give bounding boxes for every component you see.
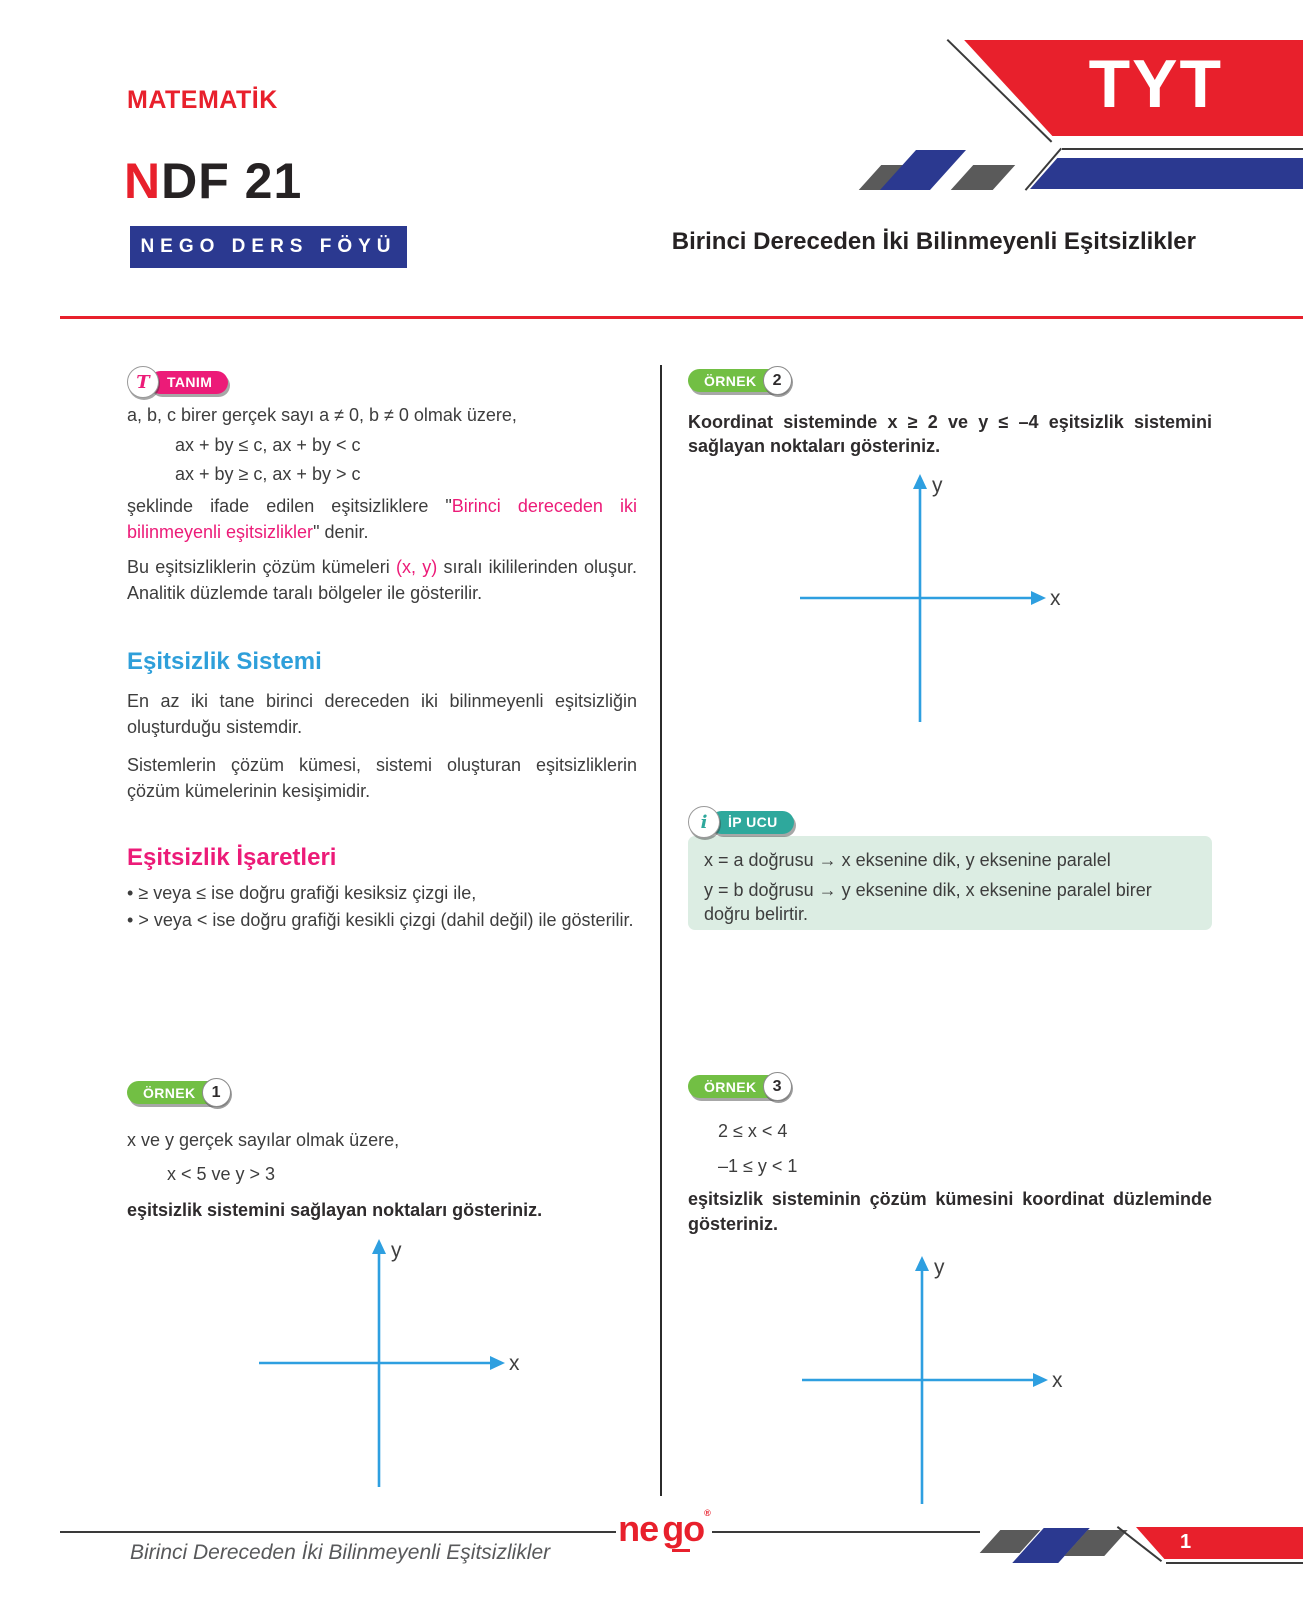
footer-chapter-title: Birinci Dereceden İki Bilinmeyenli Eşitsizlikler <box>130 1541 551 1564</box>
ornek3-badge <box>688 1072 792 1101</box>
coordinate-plane-ornek1 <box>249 1235 519 1495</box>
logo-text-ne: ne <box>618 1507 659 1549</box>
tip-line: x = a doğrusu → x eksenine dik, y eksenine paralel <box>704 850 1111 870</box>
tanim-intro: a, b, c birer gerçek sayı a ≠ 0, b ≠ 0 olmak üzere, <box>127 405 517 425</box>
header-horizontal-line <box>1062 148 1303 150</box>
page-number: 1 <box>1180 1531 1192 1553</box>
ornek3-section <box>688 1118 1212 1237</box>
column-divider <box>660 365 662 1531</box>
subject-label: MATEMATİK <box>127 86 278 114</box>
coordinate-plane-ornek3 <box>792 1252 1062 1512</box>
list-item-text: ≥ veya ≤ ise doğru grafiği kesiksiz çizgi ile, <box>138 883 477 903</box>
definition-text: " denir. <box>313 522 369 542</box>
ornek2-prompt: Koordinat sisteminde x ≥ 2 ve y ≤ –4 eşitsizlik sistemini sağlayan noktaları gösteriniz. <box>688 412 1212 456</box>
paragraph: Sistemlerin çözüm kümesi, sistemi oluşturan eşitsizliklerin çözüm kümelerinin kesişimidir. <box>127 755 637 801</box>
series-badge: NEGO DERS FÖYÜ <box>130 226 407 268</box>
registered-mark: ® <box>704 1507 710 1518</box>
x-axis-label: x <box>509 1352 520 1375</box>
note-paragraph <box>127 554 637 606</box>
x-axis-arrow-icon <box>1031 591 1046 605</box>
section-heading-esitsizlik-isaretleri: Eşitsizlik İşaretleri <box>127 844 337 871</box>
page-title: Birinci Dereceden İki Bilinmeyenli Eşitsizlikler <box>671 228 1196 255</box>
ornek1-prompt: eşitsizlik sistemini sağlayan noktaları gösteriniz. <box>127 1200 543 1220</box>
tip-box <box>688 836 1212 930</box>
ipucu-badge-label: İP UCU <box>710 811 794 834</box>
logo-divider <box>659 1517 661 1543</box>
note-text: sıralı ikililerinden oluşur. Analitik düzlemde taralı bölgeler ile gösterilir. <box>127 557 637 603</box>
ornek3-number: 3 <box>763 1072 792 1101</box>
publisher-logo <box>616 1496 712 1566</box>
tanim-badge-label: TANIM <box>149 371 228 394</box>
info-icon-letter: i <box>700 811 708 833</box>
ornek3-system-2: –1 ≤ y < 1 <box>718 1156 798 1176</box>
esitsizlik-isaretleri-list <box>127 880 642 934</box>
paragraph: En az iki tane birinci dereceden iki bilinmeyenli eşitsizliğin oluşturduğu sistemdir. <box>127 691 637 737</box>
ornek3-prompt: eşitsizlik sisteminin çözüm kümesini koordinat düzleminde gösteriniz. <box>688 1189 1212 1234</box>
ipucu-badge <box>688 806 794 838</box>
definition-paragraph <box>127 493 637 545</box>
x-axis-label: x <box>1052 1369 1063 1392</box>
y-axis-arrow-icon <box>913 474 927 489</box>
ornek1-number: 1 <box>202 1078 231 1107</box>
tip-line: y = b doğrusu → y eksenine dik, x eksenine paralel birer doğru belirtir. <box>704 880 1152 924</box>
coordinate-plane-ornek2 <box>790 470 1060 730</box>
ornek1-intro: x ve y gerçek sayılar olmak üzere, <box>127 1130 400 1150</box>
header-rule <box>60 316 1303 319</box>
ornek2-number: 2 <box>763 366 792 395</box>
definition-highlight: Birinci dereceden iki bilinmeyenli eşitsizlikler <box>127 496 638 542</box>
bullet-icon: • <box>127 910 134 930</box>
esitsizlik-sistemi-section <box>127 688 637 804</box>
ornek2-badge <box>688 366 792 395</box>
footer-underline <box>1166 1562 1303 1564</box>
lesson-code-rest: DF 21 <box>161 153 303 209</box>
x-axis-arrow-icon <box>1033 1373 1048 1387</box>
note-highlight: (x, y) <box>396 557 438 577</box>
definition-text: şeklinde ifade edilen eşitsizliklere " <box>127 496 452 516</box>
ornek2-badge-label: ÖRNEK <box>688 369 789 392</box>
tip-box-content <box>688 836 1212 926</box>
lesson-code-initial: N <box>124 153 162 209</box>
note-text: Bu eşitsizliklerin çözüm kümeleri <box>127 557 396 577</box>
definition-icon <box>127 366 159 398</box>
ornek3-system-1: 2 ≤ x < 4 <box>718 1121 788 1141</box>
tanim-badge <box>127 366 228 398</box>
section-heading-esitsizlik-sistemi: Eşitsizlik Sistemi <box>127 648 322 675</box>
logo-text-go: go <box>662 1507 705 1549</box>
definition-icon-letter: T <box>136 371 150 393</box>
list-item <box>127 880 642 907</box>
ornek1-system: x < 5 ve y > 3 <box>167 1164 276 1184</box>
footer-rule <box>60 1531 980 1533</box>
inequality-formula-1: ax + by ≤ c, ax + by < c <box>175 435 361 455</box>
bullet-icon: • <box>127 883 134 903</box>
ornek1-section <box>127 1126 642 1224</box>
y-axis-label: y <box>932 474 943 497</box>
y-axis-label: y <box>934 1256 945 1279</box>
list-item-text: > veya < ise doğru grafiği kesikli çizgi (dahil değil) ile gösterilir. <box>138 910 634 930</box>
info-icon <box>688 806 720 838</box>
page-number-band <box>1136 1527 1303 1559</box>
ornek1-badge <box>127 1078 231 1107</box>
inequality-formula-2: ax + by ≥ c, ax + by > c <box>175 464 361 484</box>
ornek1-badge-label: ÖRNEK <box>127 1081 228 1104</box>
ornek3-badge-label: ÖRNEK <box>688 1075 789 1098</box>
tanim-section <box>127 402 637 610</box>
y-axis-arrow-icon <box>915 1256 929 1271</box>
publisher-logo-text <box>618 1507 710 1549</box>
lesson-code <box>124 152 302 210</box>
exam-tag: TYT <box>1088 46 1223 122</box>
list-item <box>127 907 642 934</box>
y-axis-label: y <box>391 1239 402 1262</box>
y-axis-arrow-icon <box>372 1239 386 1254</box>
header-blue-band <box>1030 158 1303 189</box>
x-axis-arrow-icon <box>490 1356 505 1370</box>
logo-subtext-bar <box>672 1549 690 1552</box>
x-axis-label: x <box>1050 587 1061 610</box>
header-decor-parallelogram <box>951 165 1016 190</box>
